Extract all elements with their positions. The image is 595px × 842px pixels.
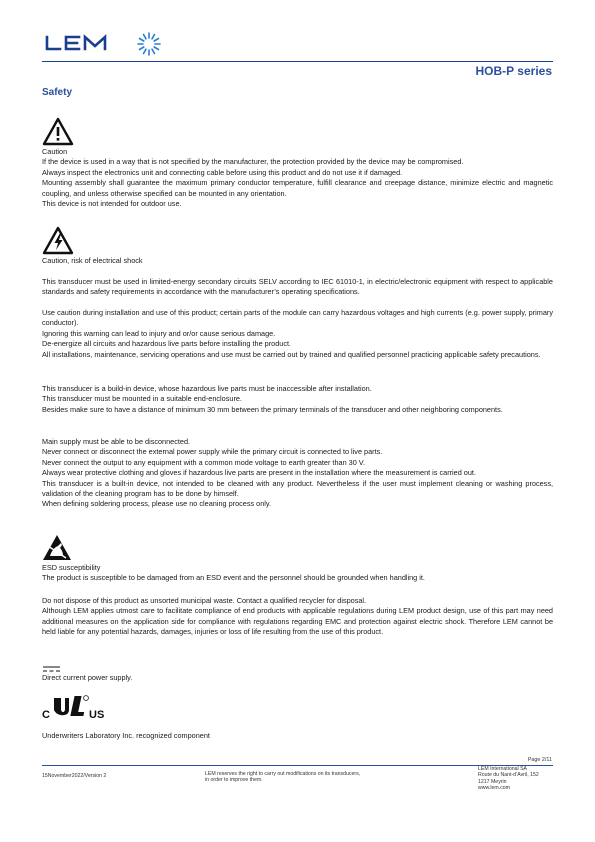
shock-line: All installations, maintenance, servicing operations and use must be carried out by trained and qualified personnel practicing applicable safety precautions.	[42, 349, 541, 359]
disposal-line: Do not dispose of this product as unsorted municipal waste. Contact a qualified recycler for disposal.	[42, 596, 367, 605]
dc-text: Direct current power supply.	[42, 673, 133, 682]
footer-company: LEM International SA	[478, 766, 528, 772]
disposal-block	[42, 596, 553, 638]
caution-title: Caution	[42, 147, 68, 156]
shock-line: Never connect or disconnect the external power supply while the primary circuit is connected to live parts.	[42, 447, 383, 457]
lem-logo	[44, 31, 170, 62]
caution-line: Mounting assembly shall guarantee the maximum primary conductor temperature, fulfill clearance and creepage distance, minimize electric and magnetic coupling, and unless otherwise specified can be mounted in any orientation.	[42, 178, 553, 198]
shock-line: Besides make sure to have a distance of minimum 30 mm between the primary terminals of the transducer and other neighboring components.	[42, 404, 503, 414]
ul-text: Underwriters Laboratory Inc. recognized component	[42, 731, 210, 740]
footer-notice	[205, 771, 360, 784]
shock-para-1: This transducer must be used in limited-energy secondary circuits SELV according to IEC 61010-1, in electric/electronic equipment with respect to applicable standards and safety requirements in accordance with the manufacturer’s operating specifications.	[42, 277, 553, 297]
caution-block	[42, 147, 553, 209]
shock-line: This transducer must be mounted in a suitable end-enclosure.	[42, 394, 242, 404]
shock-line: Ignoring this warning can lead to injury and or/or cause serious damage.	[42, 328, 276, 338]
footer-web-link[interactable]: www.lem.com	[478, 784, 510, 791]
warning-triangle-icon	[42, 117, 74, 151]
shock-line: Main supply must be able to be disconnected.	[42, 437, 191, 446]
disposal-line: Although LEM applies utmost care to facilitate compliance of end products with applicable regulations during LEM product design, use of this part may need additional measures on the application side for compliance with regulations regarding EMC and protection against electric shock. Therefore LEM cannot be held liable for any potential hazards, damages, injuries or loss of life resulting from the use of this product.	[42, 606, 553, 637]
footer-date: 15November2022/Version 2	[42, 773, 107, 779]
shock-line: De-energize all circuits and hazardous live parts before installing the product.	[42, 339, 292, 349]
footer-address-line: Route du Nant-d’Avril, 152	[478, 772, 539, 779]
series-title: HOB-P series	[475, 64, 552, 78]
shock-para-2	[42, 308, 553, 360]
esd-text: The product is susceptible to be damaged from an ESD event and the personnel should be grounded when handling it.	[42, 573, 425, 583]
footer-address-line: 1217 Meyrin	[478, 778, 507, 785]
shock-para-4	[42, 437, 553, 510]
esd-title: ESD susceptibility	[42, 563, 101, 572]
shock-line: Always wear protective clothing and gloves if hazardous live parts are present in the installation where the measurement is carried out.	[42, 468, 476, 478]
esd-block	[42, 563, 553, 584]
caution-line: This device is not intended for outdoor use.	[42, 199, 182, 209]
header-divider	[42, 61, 553, 62]
caution-line: If the device is used in a way that is not specified by the manufacturer, the protection provided by the device may be compromised.	[42, 157, 464, 167]
electric-shock-icon	[42, 226, 74, 260]
shock-line: Never connect the output to any equipment with a common mode voltage to earth greater than 30 V.	[42, 457, 366, 467]
section-heading: Safety	[42, 87, 73, 98]
shock-para-3	[42, 384, 553, 415]
footer-divider	[42, 765, 553, 766]
ul-mark-c: C	[42, 709, 50, 720]
caution-line: Always inspect the electronics unit and connecting cable before using this product and do not use it if damaged.	[42, 167, 403, 177]
shock-line: This transducer is a built-in device, not intended to be cleaned with any product. Nevertheless if the user must implement cleaning or washing process, validation of the cleaning program has to be done by himself.	[42, 478, 553, 499]
ul-recognized-icon	[42, 694, 106, 725]
shock-line: When defining soldering process, please use no cleaning process only.	[42, 499, 272, 509]
shock-line: This transducer is a build-in device, whose hazardous live parts must be inaccessible after installation.	[42, 384, 372, 393]
shock-title: Caution, risk of electrical shock	[42, 256, 143, 265]
footer-address	[478, 766, 539, 791]
footer-notice-line: in order to improve them.	[205, 777, 263, 784]
shock-line: Use caution during installation and use of this product; certain parts of the module can carry hazardous voltages and high currents (e.g. power supply, primary conductor).	[42, 308, 553, 328]
page-number: Page 2/11	[527, 757, 552, 763]
footer-notice-line: LEM reserves the right to carry out modifications on its transducers,	[205, 771, 361, 777]
ul-mark-us: US	[89, 709, 105, 720]
